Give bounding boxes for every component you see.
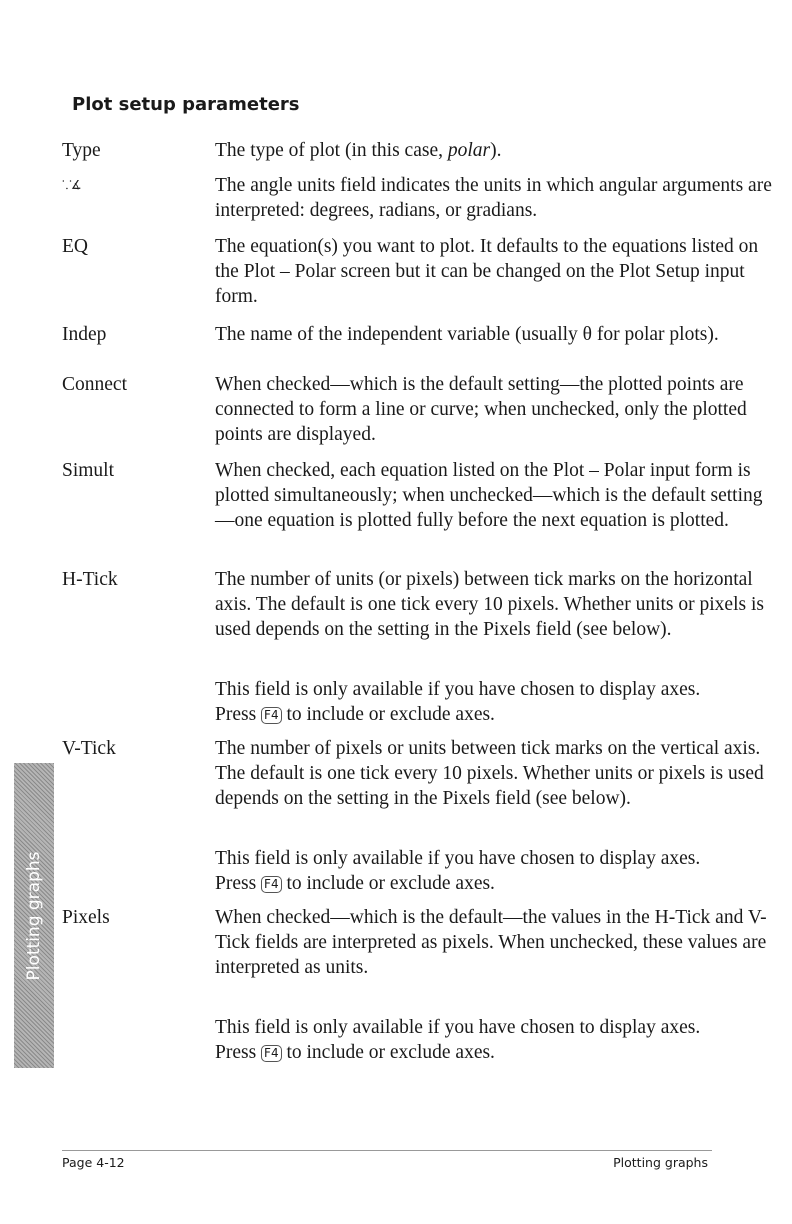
param-desc: The number of units (or pixels) between tick marks on the horizontal axis. The default is one tick every 10 pixels. Whether units or pixels is used depends on the setting in the Pixels field (see below). [215,569,764,640]
param-label: Pixels [62,907,110,928]
page-number: Page 4-12 [62,1155,125,1170]
desc-text: ). [490,140,502,161]
axes-note [215,677,735,727]
param-desc: The equation(s) you want to plot. It defaults to the equations listed on the Plot – Polar screen but it can be changed on the Plot Setup input form. [215,236,759,307]
param-label: V-Tick [62,738,116,759]
note-text: to include or exclude axes. [281,873,495,894]
section-title: Plot setup parameters [72,94,300,115]
f4-key-icon: F4 [261,707,282,724]
angle-icon: ⸪∡ [62,178,81,192]
param-desc: The angle units field indicates the units in which angular arguments are interpreted: degrees, radians, or gradians. [215,175,772,221]
param-desc: When checked—which is the default setting—the plotted points are connected to form a line or curve; when unchecked, only the plotted points are displayed. [215,374,747,445]
note-text: This field is only available if you have chosen to display axes. Press [215,1017,701,1063]
note-text: This field is only available if you have chosen to display axes. Press [215,679,701,725]
note-text: This field is only available if you have chosen to display axes. Press [215,848,701,894]
desc-emphasis: polar [447,140,491,161]
axes-note [215,1015,735,1065]
param-label: H-Tick [62,569,118,590]
note-text: to include or exclude axes. [281,704,495,725]
footer-divider [62,1150,712,1151]
f4-key-icon: F4 [261,1045,282,1062]
param-desc [215,138,775,163]
param-desc: The number of pixels or units between tick marks on the vertical axis. The default is one tick every 10 pixels. Whether units or pixels is used depends on the setting in the Pixels field (see below). [215,738,764,809]
param-desc: When checked—which is the default—the values in the H-Tick and V-Tick fields are interpreted as pixels. When unchecked, these values are interpreted as units. [215,907,767,978]
side-tab-label: Plotting graphs [24,850,44,981]
param-label: Indep [62,324,107,345]
param-label: Type [62,140,101,161]
desc-text: The type of plot (in this case, [215,140,448,161]
f4-key-icon: F4 [261,876,282,893]
chapter-side-tab [14,763,54,1068]
param-desc: The name of the independent variable (usually θ for polar plots). [215,324,719,345]
axes-note [215,846,735,896]
chapter-name: Plotting graphs [613,1155,708,1170]
note-text: to include or exclude axes. [281,1042,495,1063]
param-label: EQ [62,236,88,257]
param-label: Connect [62,374,127,395]
param-label: Simult [62,460,115,481]
param-desc: When checked, each equation listed on the Plot – Polar input form is plotted simultaneously; when unchecked—which is the default setting—one equation is plotted fully before the next equation is plotted. [215,460,763,531]
